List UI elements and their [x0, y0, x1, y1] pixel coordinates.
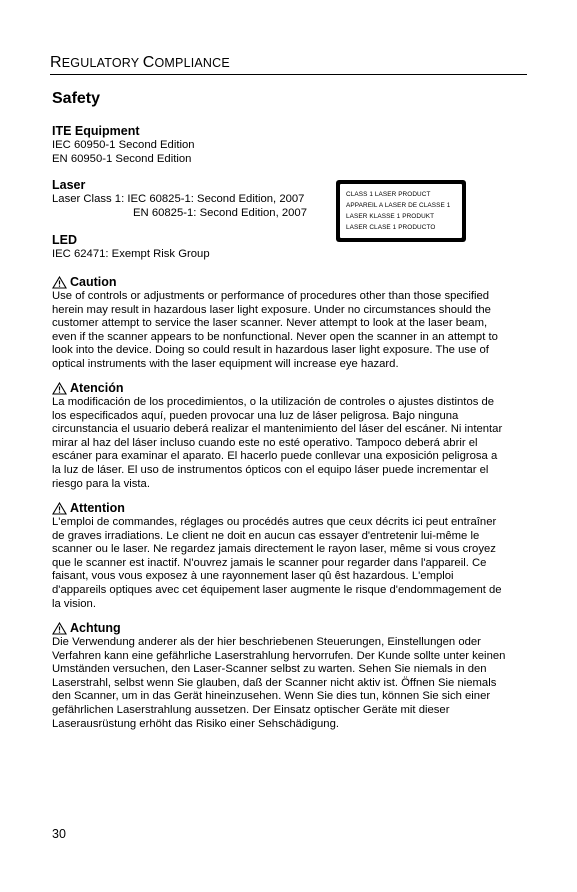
led-title: LED	[52, 233, 77, 247]
warning-triangle-icon	[52, 276, 67, 289]
warning-line: riesgo para la vista.	[52, 477, 150, 490]
laser-label-line: APPAREIL A LASER DE CLASSE 1	[346, 202, 451, 209]
warning-line: Laserstrahl, selbst wenn Sie glauben, daß der Scanner nicht aktiv ist. Öffnen Sie niemals	[52, 676, 497, 689]
ite-title: ITE Equipment	[52, 124, 140, 138]
laser-line-2: EN 60825-1: Second Edition, 2007	[133, 206, 307, 219]
section-heading-safety: Safety	[52, 90, 101, 107]
warning-line: look into the device. Doing so could result in hazardous laser light exposure. The use of	[52, 344, 489, 357]
warning-line: optical instruments with the laser equipment will increase eye hazard.	[52, 357, 399, 370]
laser-product-label	[336, 180, 466, 242]
warning-block-achtung	[52, 620, 505, 731]
warning-title: Caution	[70, 275, 117, 289]
header-rest-2: OMPLIANCE	[154, 56, 230, 70]
warning-line: den Scanner, um in das Gerät hineinzusehen. Wenn Sie dies tun, können Sie sich einer	[52, 690, 491, 703]
warning-line: los especificados aquí, pueden provocar una luz de láser peligrosa. Bajo ninguna	[52, 409, 459, 422]
warning-line: scanner ou le laser. Ne regardez jamais directement le rayon laser, même si vous croyez	[52, 543, 496, 556]
warning-title: Attention	[70, 501, 125, 515]
led-block	[52, 232, 210, 262]
warning-line: mirar al haz del láser incluso cuando este no esté operativo. Tampoco deberá abrir el	[52, 436, 478, 449]
warning-line: escáner para examinar el aparato. El hacerlo puede conllevar una exposición peligrosa a	[52, 450, 498, 463]
ite-line: IEC 60950-1 Second Edition	[52, 139, 195, 151]
warning-line: Use of controls or adjustments or performance of procedures other than those specified	[52, 290, 490, 302]
warning-line: even if the scanner appears to be nonfunctional. Never open the scanner in an attempt to	[52, 330, 498, 343]
warning-line: La modificación de los procedimientos, o la utilización de controles o ajustes distintos de	[52, 396, 495, 408]
warning-block-caution	[52, 274, 498, 372]
page-number: 30	[52, 827, 66, 841]
warning-line: faisant, vous vous exposez à une rayonnement laser qû êst hazardous. L'emploi	[52, 570, 454, 583]
warning-triangle-icon	[52, 622, 67, 635]
warning-triangle-icon	[52, 382, 67, 395]
laser-label-line: LASER KLASSE 1 PRODUKT	[346, 213, 435, 220]
warning-line: Umständen versuchen, den Laser-Scanner selbst zu warten. Sehen Sie niemals in den	[52, 663, 487, 676]
warning-line: Die Verwendung anderer als der hier beschriebenen Steuerungen, Einstellungen oder	[52, 636, 481, 648]
warning-block-atencion	[52, 380, 502, 491]
laser-label-line: CLASS 1 LASER PRODUCT	[346, 191, 431, 198]
warning-triangle-icon	[52, 502, 67, 515]
warning-line: Verfahren kann eine gefährliche Laserstrahlung hervorrufen. Der Kunde sollte unter keinen	[52, 649, 506, 662]
warning-block-attention	[52, 500, 502, 611]
ite-line: EN 60950-1 Second Edition	[52, 152, 192, 165]
ite-equipment-block	[52, 123, 195, 166]
header-rest-1: EGULATORY	[61, 56, 143, 70]
warning-title: Atención	[70, 381, 124, 395]
warning-line: Laserausrüstung erhöht das Risiko einer Sehschädigung.	[52, 717, 339, 730]
laser-label-line: LASER CLASE 1 PRODUCTO	[346, 224, 436, 231]
warning-line: la luz de láser. El uso de instrumentos ópticos con el equipo láser puede incrementar el	[52, 463, 489, 476]
laser-block	[52, 177, 307, 220]
header-cap-1: R	[50, 54, 62, 71]
warning-title: Achtung	[70, 621, 121, 635]
header-cap-2: C	[142, 54, 155, 71]
warning-line: que le scanner est inactif. N'ouvrez jamais le scanner pour regarder dans l'appareil. Ce	[52, 556, 487, 569]
led-line: IEC 62471: Exempt Risk Group	[52, 248, 210, 260]
warning-line: herein may result in hazardous laser light exposure. Under no circumstances should the	[52, 303, 491, 316]
warning-line: de graves irradiations. Le client ne doit en aucun cas essayer d'entretenir lui-même le	[52, 529, 480, 542]
running-header	[50, 54, 527, 75]
warning-line: d'appareils optiques avec cet équipement laser augmente le risque d'endommagement de	[52, 583, 502, 596]
warning-line: customer attempt to service the laser scanner. Never attempt to look at the laser beam,	[52, 317, 488, 330]
warning-line: circunstancia el usuario deberá realizar el mantenimiento del láser del escáner. Ni intentar	[52, 423, 503, 436]
warning-line: L'emploi de commandes, réglages ou procédés autres que ceux décrits ici peut entraîner	[52, 516, 497, 528]
laser-line-1: Laser Class 1: IEC 60825-1: Second Edition, 2007	[52, 193, 305, 205]
warning-line: la vision.	[52, 597, 96, 610]
laser-title: Laser	[52, 178, 86, 192]
warning-line: gefährlichen Laserstrahlung aussetzen. Der Einsatz optischer Geräte mit dieser	[52, 703, 450, 716]
